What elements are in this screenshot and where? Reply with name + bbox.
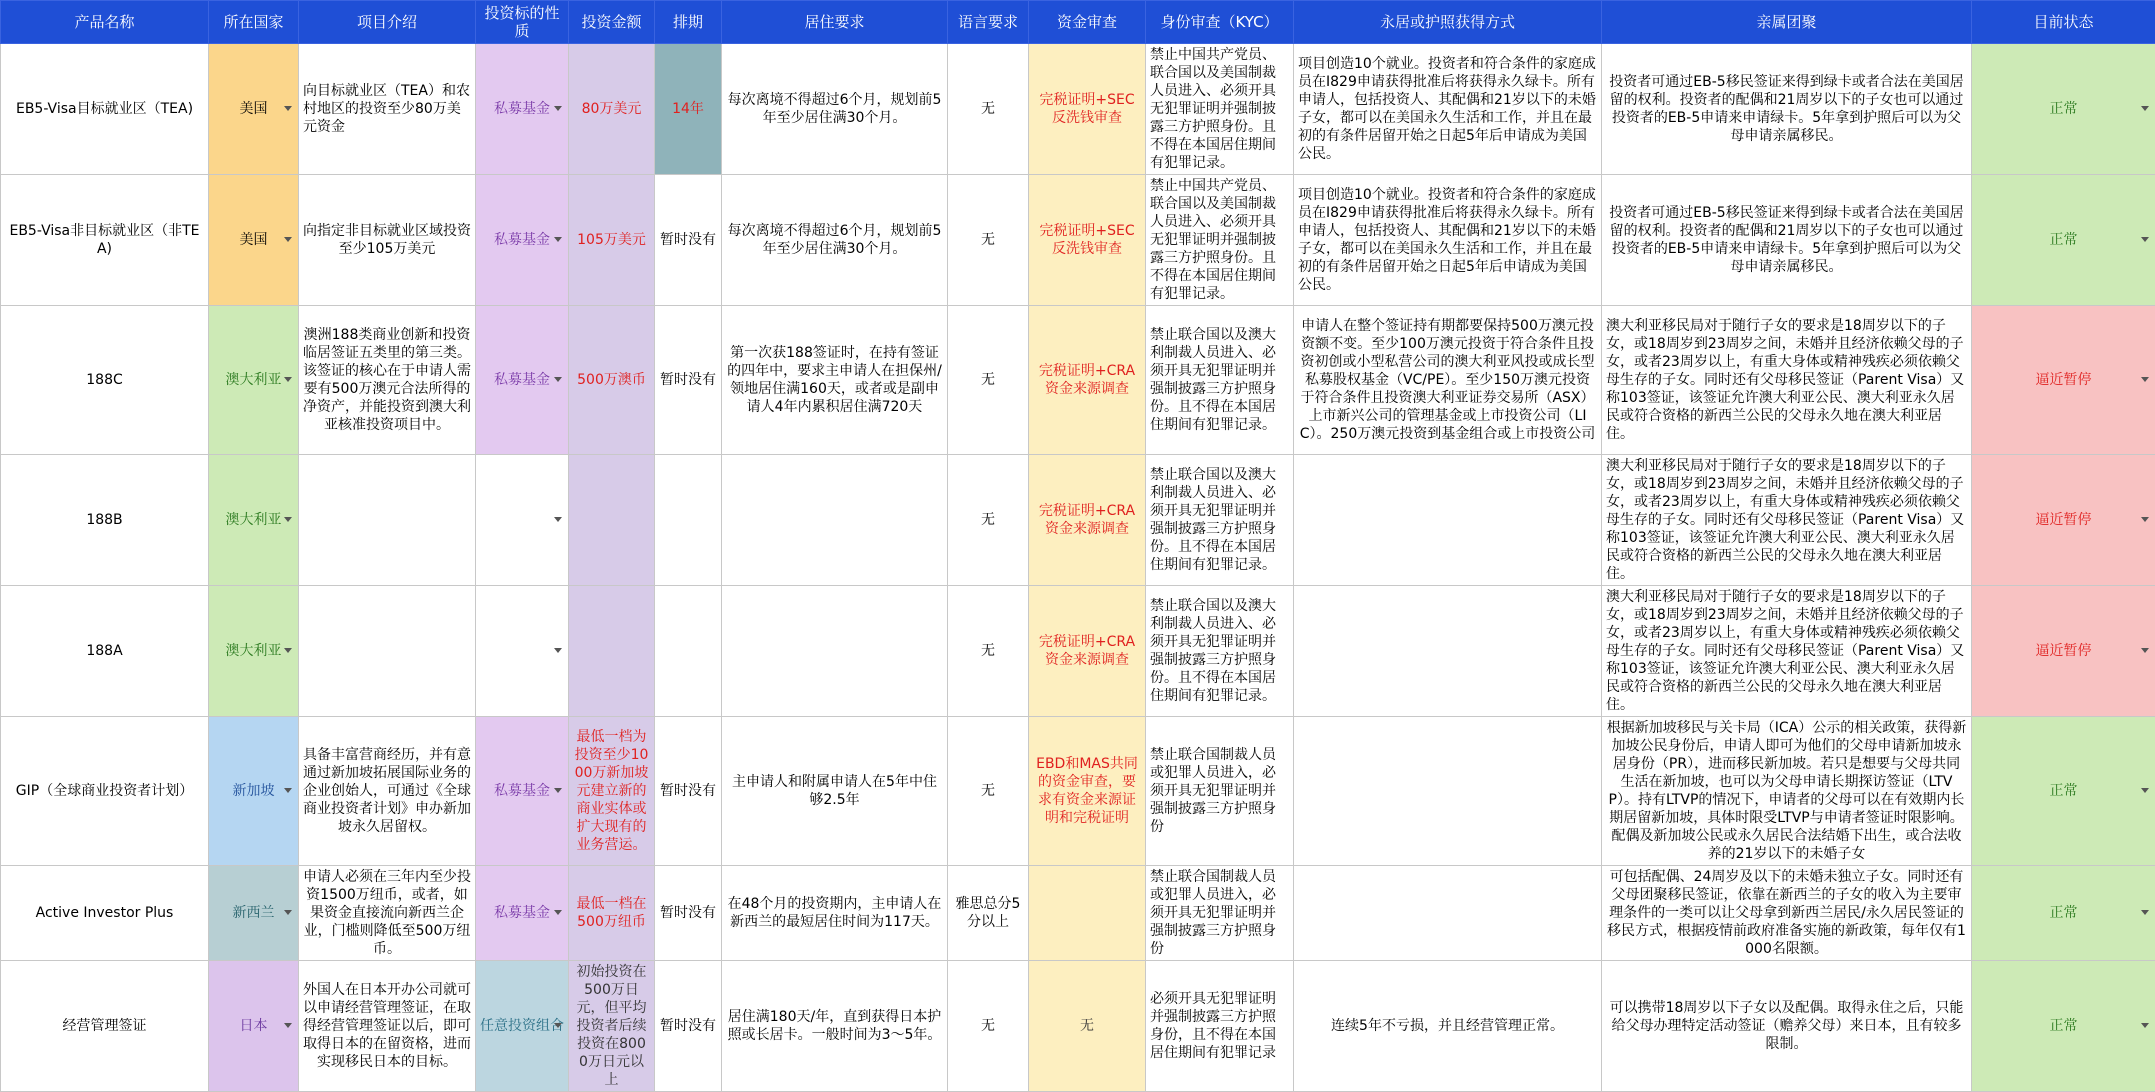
amount-cell: [569, 586, 655, 717]
amount-cell: 初始投资在500万日元，但平均投资者后续投资在8000万日元以上: [569, 961, 655, 1092]
intro-cell: 向目标就业区（TEA）和农村地区的投资至少80万美元资金: [299, 44, 476, 175]
nature-dropdown[interactable]: [476, 717, 569, 866]
family-cell: 投资者可通过EB-5移民签证来得到绿卡或者合法在美国居留的权利。投资者的配偶和21周岁以下的子女也可以通过投资者的EB-5申请来申请绿卡。5年拿到护照后可以为父母申请亲属移民。: [1602, 44, 1972, 175]
family-cell: 投资者可通过EB-5移民签证来得到绿卡或者合法在美国居留的权利。投资者的配偶和21周岁以下的子女也可以通过投资者的EB-5申请来申请绿卡。5年拿到护照后可以为父母申请亲属移民。: [1602, 175, 1972, 306]
language-cell: 无: [948, 586, 1029, 717]
header-residence: 居住要求: [722, 1, 948, 44]
funds-cell: 完税证明+SEC反洗钱审查: [1029, 44, 1146, 175]
family-cell: 可以携带18周岁以下子女以及配偶。取得永住之后，只能给父母办理特定活动签证（赡养父母）来日本，且有较多限制。: [1602, 961, 1972, 1092]
country-value: 美国: [240, 101, 268, 117]
header-language: 语言要求: [948, 1, 1029, 44]
chevron-down-icon: [284, 517, 292, 522]
kyc-cell: 禁止联合国以及澳大利制裁人员进入、必须开具无犯罪证明并强制披露三方护照身份。且不得在本国居住期间有犯罪记录。: [1146, 306, 1294, 455]
kyc-cell: 禁止联合国以及澳大利制裁人员进入、必须开具无犯罪证明并强制披露三方护照身份。且不得在本国居住期间有犯罪记录。: [1146, 586, 1294, 717]
kyc-cell: 禁止中国共产党员、联合国以及美国制裁人员进入、必须开具无犯罪证明并强制披露三方护照身份。且不得在本国居住期间有犯罪记录。: [1146, 44, 1294, 175]
period-cell: 暂时没有: [655, 866, 722, 961]
status-dropdown[interactable]: [1972, 586, 2155, 717]
intro-cell: [299, 586, 476, 717]
header-funds: 资金审查: [1029, 1, 1146, 44]
funds-cell: 完税证明+CRA资金来源调查: [1029, 586, 1146, 717]
chevron-down-icon: [2141, 377, 2149, 382]
chevron-down-icon: [2141, 237, 2149, 242]
amount-cell: 500万澳币: [569, 306, 655, 455]
chevron-down-icon: [554, 377, 562, 382]
country-dropdown[interactable]: [209, 44, 299, 175]
chevron-down-icon: [554, 517, 562, 522]
chevron-down-icon: [2141, 788, 2149, 793]
pr-cell: 项目创造10个就业。投资者和符合条件的家庭成员在I829申请获得批准后将获得永久绿卡。所有申请人，包括投资人、其配偶和21岁以下的未婚子女，都可以在美国永久生活和工作，并且在最初的有条件居留开始之日起5年后申请成为美国公民。: [1294, 175, 1602, 306]
pr-cell: 项目创造10个就业。投资者和符合条件的家庭成员在I829申请获得批准后将获得永久绿卡。所有申请人，包括投资人、其配偶和21岁以下的未婚子女，都可以在美国永久生活和工作，并且在最初的有条件居留开始之日起5年后申请成为美国公民。: [1294, 44, 1602, 175]
residence-cell: 在48个月的投资期内，主申请人在新西兰的最短居住时间为117天。: [722, 866, 948, 961]
chevron-down-icon: [2141, 517, 2149, 522]
period-cell: 暂时没有: [655, 961, 722, 1092]
product-name-cell: 188A: [1, 586, 209, 717]
status-dropdown[interactable]: [1972, 44, 2155, 175]
country-value: 新加坡: [233, 783, 275, 799]
chevron-down-icon: [2141, 910, 2149, 915]
country-value: 美国: [240, 232, 268, 248]
period-cell: [655, 586, 722, 717]
header-product-name: 产品名称: [1, 1, 209, 44]
chevron-down-icon: [2141, 1023, 2149, 1028]
product-name-cell: 经营管理签证: [1, 961, 209, 1092]
table-row: [1, 961, 2155, 1092]
family-cell: 可包括配偶、24周岁及以下的未婚未独立子女。同时还有父母团聚移民签证，依靠在新西兰的子女的收入为主要审理条件的一类可以让父母拿到新西兰居民/永久居民签证的移民方式，根据疫情前政府准备实施的新政策，每年仅有1000名限额。: [1602, 866, 1972, 961]
status-dropdown[interactable]: [1972, 306, 2155, 455]
country-value: 日本: [240, 1018, 268, 1034]
status-dropdown[interactable]: [1972, 961, 2155, 1092]
kyc-cell: 必须开具无犯罪证明并强制披露三方护照身份，且不得在本国居住期间有犯罪记录: [1146, 961, 1294, 1092]
chevron-down-icon: [2141, 648, 2149, 653]
kyc-cell: 禁止联合国制裁人员或犯罪人员进入，必须开具无犯罪证明并强制披露三方护照身份: [1146, 866, 1294, 961]
chevron-down-icon: [554, 1023, 562, 1028]
country-dropdown[interactable]: [209, 961, 299, 1092]
amount-cell: 最低一档为投资至少1000万新加坡元建立新的商业实体或扩大现有的业务营运。: [569, 717, 655, 866]
header-pr: 永居或护照获得方式: [1294, 1, 1602, 44]
kyc-cell: 禁止联合国制裁人员或犯罪人员进入，必须开具无犯罪证明并强制披露三方护照身份: [1146, 717, 1294, 866]
funds-cell: 无: [1029, 961, 1146, 1092]
status-value: 逼近暂停: [2036, 512, 2092, 528]
chevron-down-icon: [554, 788, 562, 793]
language-cell: 无: [948, 961, 1029, 1092]
status-dropdown[interactable]: [1972, 866, 2155, 961]
intro-cell: 澳洲188类商业创新和投资临居签证五类里的第三类。该签证的核心在于申请人需要有500万澳元合法所得的净资产，并能投资到澳大利亚核准投资项目中。: [299, 306, 476, 455]
intro-cell: 向指定非目标就业区域投资至少105万美元: [299, 175, 476, 306]
country-dropdown[interactable]: [209, 306, 299, 455]
status-value: 正常: [2050, 905, 2078, 921]
pr-cell: [1294, 866, 1602, 961]
residence-cell: 第一次获188签证时，在持有签证的四年中，要求主申请人在担保州/领地居住满160天，或者或是副申请人4年内累积居住满720天: [722, 306, 948, 455]
nature-value: 私募基金: [494, 101, 550, 117]
family-cell: 澳大利亚移民局对于随行子女的要求是18周岁以下的子女，或18周岁到23周岁之间，未婚并且经济依赖父母的子女，或者23周岁以上，有重大身体或精神残疾必须依赖父母生存的子女。同时还有父母移民签证（Parent Visa）又称103签证，该签证允许澳大利亚公民、澳大利亚永久居民或符合资格的新西兰公民的父母永久地在澳大利亚居住。: [1602, 455, 1972, 586]
period-cell: 14年: [655, 44, 722, 175]
status-value: 正常: [2050, 101, 2078, 117]
nature-dropdown[interactable]: [476, 175, 569, 306]
nature-value: 私募基金: [494, 905, 550, 921]
pr-cell: [1294, 586, 1602, 717]
table-row: [1, 866, 2155, 961]
header-status: 目前状态: [1972, 1, 2155, 44]
nature-dropdown[interactable]: [476, 961, 569, 1092]
country-value: 澳大利亚: [226, 512, 282, 528]
pr-cell: [1294, 455, 1602, 586]
chevron-down-icon: [284, 1023, 292, 1028]
product-name-cell: GIP（全球商业投资者计划）: [1, 717, 209, 866]
chevron-down-icon: [284, 910, 292, 915]
header-nature: 投资标的性质: [476, 1, 569, 44]
table-row: [1, 306, 2155, 455]
status-value: 正常: [2050, 232, 2078, 248]
period-cell: 暂时没有: [655, 306, 722, 455]
chevron-down-icon: [284, 237, 292, 242]
country-dropdown[interactable]: [209, 717, 299, 866]
nature-dropdown[interactable]: [476, 44, 569, 175]
status-dropdown[interactable]: [1972, 455, 2155, 586]
intro-cell: 申请人必须在三年内至少投资1500万纽币，或者，如果资金直接流向新西兰企业，门槛则降低至500万纽币。: [299, 866, 476, 961]
funds-cell: 完税证明+CRA资金来源调查: [1029, 306, 1146, 455]
intro-cell: [299, 455, 476, 586]
chevron-down-icon: [284, 106, 292, 111]
funds-cell: 完税证明+CRA资金来源调查: [1029, 455, 1146, 586]
pr-cell: 连续5年不亏损，并且经营管理正常。: [1294, 961, 1602, 1092]
header-family: 亲属团聚: [1602, 1, 1972, 44]
country-value: 澳大利亚: [226, 643, 282, 659]
nature-value: 私募基金: [494, 372, 550, 388]
pr-cell: [1294, 717, 1602, 866]
funds-cell: EBD和MAS共同的资金审查，要求有资金来源证明和完税证明: [1029, 717, 1146, 866]
nature-value: 任意投资组合: [480, 1018, 564, 1034]
chevron-down-icon: [284, 377, 292, 382]
header-period: 排期: [655, 1, 722, 44]
table-row: [1, 44, 2155, 175]
kyc-cell: 禁止中国共产党员、联合国以及美国制裁人员进入、必须开具无犯罪证明并强制披露三方护照身份。且不得在本国居住期间有犯罪记录。: [1146, 175, 1294, 306]
family-cell: 澳大利亚移民局对于随行子女的要求是18周岁以下的子女，或18周岁到23周岁之间，未婚并且经济依赖父母的子女，或者23周岁以上，有重大身体或精神残疾必须依赖父母生存的子女。同时还有父母移民签证（Parent Visa）又称103签证，该签证允许澳大利亚公民、澳大利亚永久居民或符合资格的新西兰公民的父母永久地在澳大利亚居住。: [1602, 586, 1972, 717]
status-value: 逼近暂停: [2036, 643, 2092, 659]
intro-cell: 外国人在日本开办公司就可以申请经营管理签证，在取得经营管理签证以后，即可取得日本的在留资格，进而实现移民日本的目标。: [299, 961, 476, 1092]
country-dropdown[interactable]: [209, 866, 299, 961]
nature-value: 私募基金: [494, 232, 550, 248]
residence-cell: 每次离境不得超过6个月，规划前5年至少居住满30个月。: [722, 175, 948, 306]
product-name-cell: 188C: [1, 306, 209, 455]
language-cell: 无: [948, 175, 1029, 306]
funds-cell: 完税证明+SEC反洗钱审查: [1029, 175, 1146, 306]
residence-cell: 每次离境不得超过6个月，规划前5年至少居住满30个月。: [722, 44, 948, 175]
status-value: 逼近暂停: [2036, 372, 2092, 388]
family-cell: 澳大利亚移民局对于随行子女的要求是18周岁以下的子女，或18周岁到23周岁之间，未婚并且经济依赖父母的子女，或者23周岁以上，有重大身体或精神残疾必须依赖父母生存的子女。同时还有父母移民签证（Parent Visa）又称103签证，该签证允许澳大利亚公民、澳大利亚永久居民或符合资格的新西兰公民的父母永久地在澳大利亚居住。: [1602, 306, 1972, 455]
intro-cell: 具备丰富营商经历，并有意通过新加坡拓展国际业务的企业创始人，可通过《全球商业投资者计划》申办新加坡永久居留权。: [299, 717, 476, 866]
product-name-cell: EB5-Visa非目标就业区（非TEA): [1, 175, 209, 306]
table-row: [1, 717, 2155, 866]
table-row: [1, 455, 2155, 586]
family-cell: 根据新加坡移民与关卡局（ICA）公示的相关政策，获得新加坡公民身份后，申请人即可为他们的父母申请新加坡永居身份（PR），进而移民新加坡。若只是想要与父母共同生活在新加坡，也可以为父母申请长期探访签证（LTVP）。持有LTVP的情况下，申请者的父母可以在有效期内长期居留新加坡，具体时限受LTVP与申请者签证时限影响。配偶及新加坡公民或永久居民合法结婚下出生，或合法收养的21岁以下的未婚子女: [1602, 717, 1972, 866]
table-row: [1, 175, 2155, 306]
chevron-down-icon: [2141, 106, 2149, 111]
pr-cell: 申请人在整个签证持有期都要保持500万澳元投资额不变。至少100万澳元投资于符合条件且投资初创或小型私营公司的澳大利亚风投或成长型私募股权基金（VC/PE）。至少150万澳元投资于符合条件且投资澳大利亚证券交易所（ASX）上市新兴公司的管理基金或上市投资公司（LIC）。250万澳元投资到基金组合或上市投资公司: [1294, 306, 1602, 455]
nature-value: 私募基金: [494, 783, 550, 799]
table-row: [1, 586, 2155, 717]
amount-cell: 最低一档在500万纽币: [569, 866, 655, 961]
period-cell: 暂时没有: [655, 717, 722, 866]
product-name-cell: EB5-Visa目标就业区（TEA): [1, 44, 209, 175]
chevron-down-icon: [284, 788, 292, 793]
language-cell: 无: [948, 306, 1029, 455]
nature-dropdown[interactable]: [476, 866, 569, 961]
chevron-down-icon: [284, 648, 292, 653]
country-value: 澳大利亚: [226, 372, 282, 388]
product-name-cell: Active Investor Plus: [1, 866, 209, 961]
amount-cell: [569, 455, 655, 586]
country-dropdown[interactable]: [209, 175, 299, 306]
country-value: 新西兰: [233, 905, 275, 921]
residence-cell: [722, 586, 948, 717]
country-dropdown[interactable]: [209, 455, 299, 586]
amount-cell: 80万美元: [569, 44, 655, 175]
funds-cell: [1029, 866, 1146, 961]
header-kyc: 身份审查（KYC）: [1146, 1, 1294, 44]
chevron-down-icon: [554, 648, 562, 653]
language-cell: 无: [948, 717, 1029, 866]
header-intro: 项目介绍: [299, 1, 476, 44]
language-cell: 雅思总分5分以上: [948, 866, 1029, 961]
nature-dropdown[interactable]: [476, 306, 569, 455]
status-dropdown[interactable]: [1972, 717, 2155, 866]
header-amount: 投资金额: [569, 1, 655, 44]
country-dropdown[interactable]: [209, 586, 299, 717]
residence-cell: [722, 455, 948, 586]
header-row: [1, 1, 2155, 44]
chevron-down-icon: [554, 106, 562, 111]
language-cell: 无: [948, 455, 1029, 586]
header-country: 所在国家: [209, 1, 299, 44]
residence-cell: 主申请人和附属申请人在5年中住够2.5年: [722, 717, 948, 866]
chevron-down-icon: [554, 237, 562, 242]
nature-dropdown[interactable]: [476, 586, 569, 717]
amount-cell: 105万美元: [569, 175, 655, 306]
period-cell: [655, 455, 722, 586]
residence-cell: 居住满180天/年，直到获得日本护照或长居卡。一般时间为3～5年。: [722, 961, 948, 1092]
language-cell: 无: [948, 44, 1029, 175]
status-value: 正常: [2050, 1018, 2078, 1034]
kyc-cell: 禁止联合国以及澳大利制裁人员进入、必须开具无犯罪证明并强制披露三方护照身份。且不得在本国居住期间有犯罪记录。: [1146, 455, 1294, 586]
period-cell: 暂时没有: [655, 175, 722, 306]
product-name-cell: 188B: [1, 455, 209, 586]
status-value: 正常: [2050, 783, 2078, 799]
chevron-down-icon: [554, 910, 562, 915]
status-dropdown[interactable]: [1972, 175, 2155, 306]
nature-dropdown[interactable]: [476, 455, 569, 586]
